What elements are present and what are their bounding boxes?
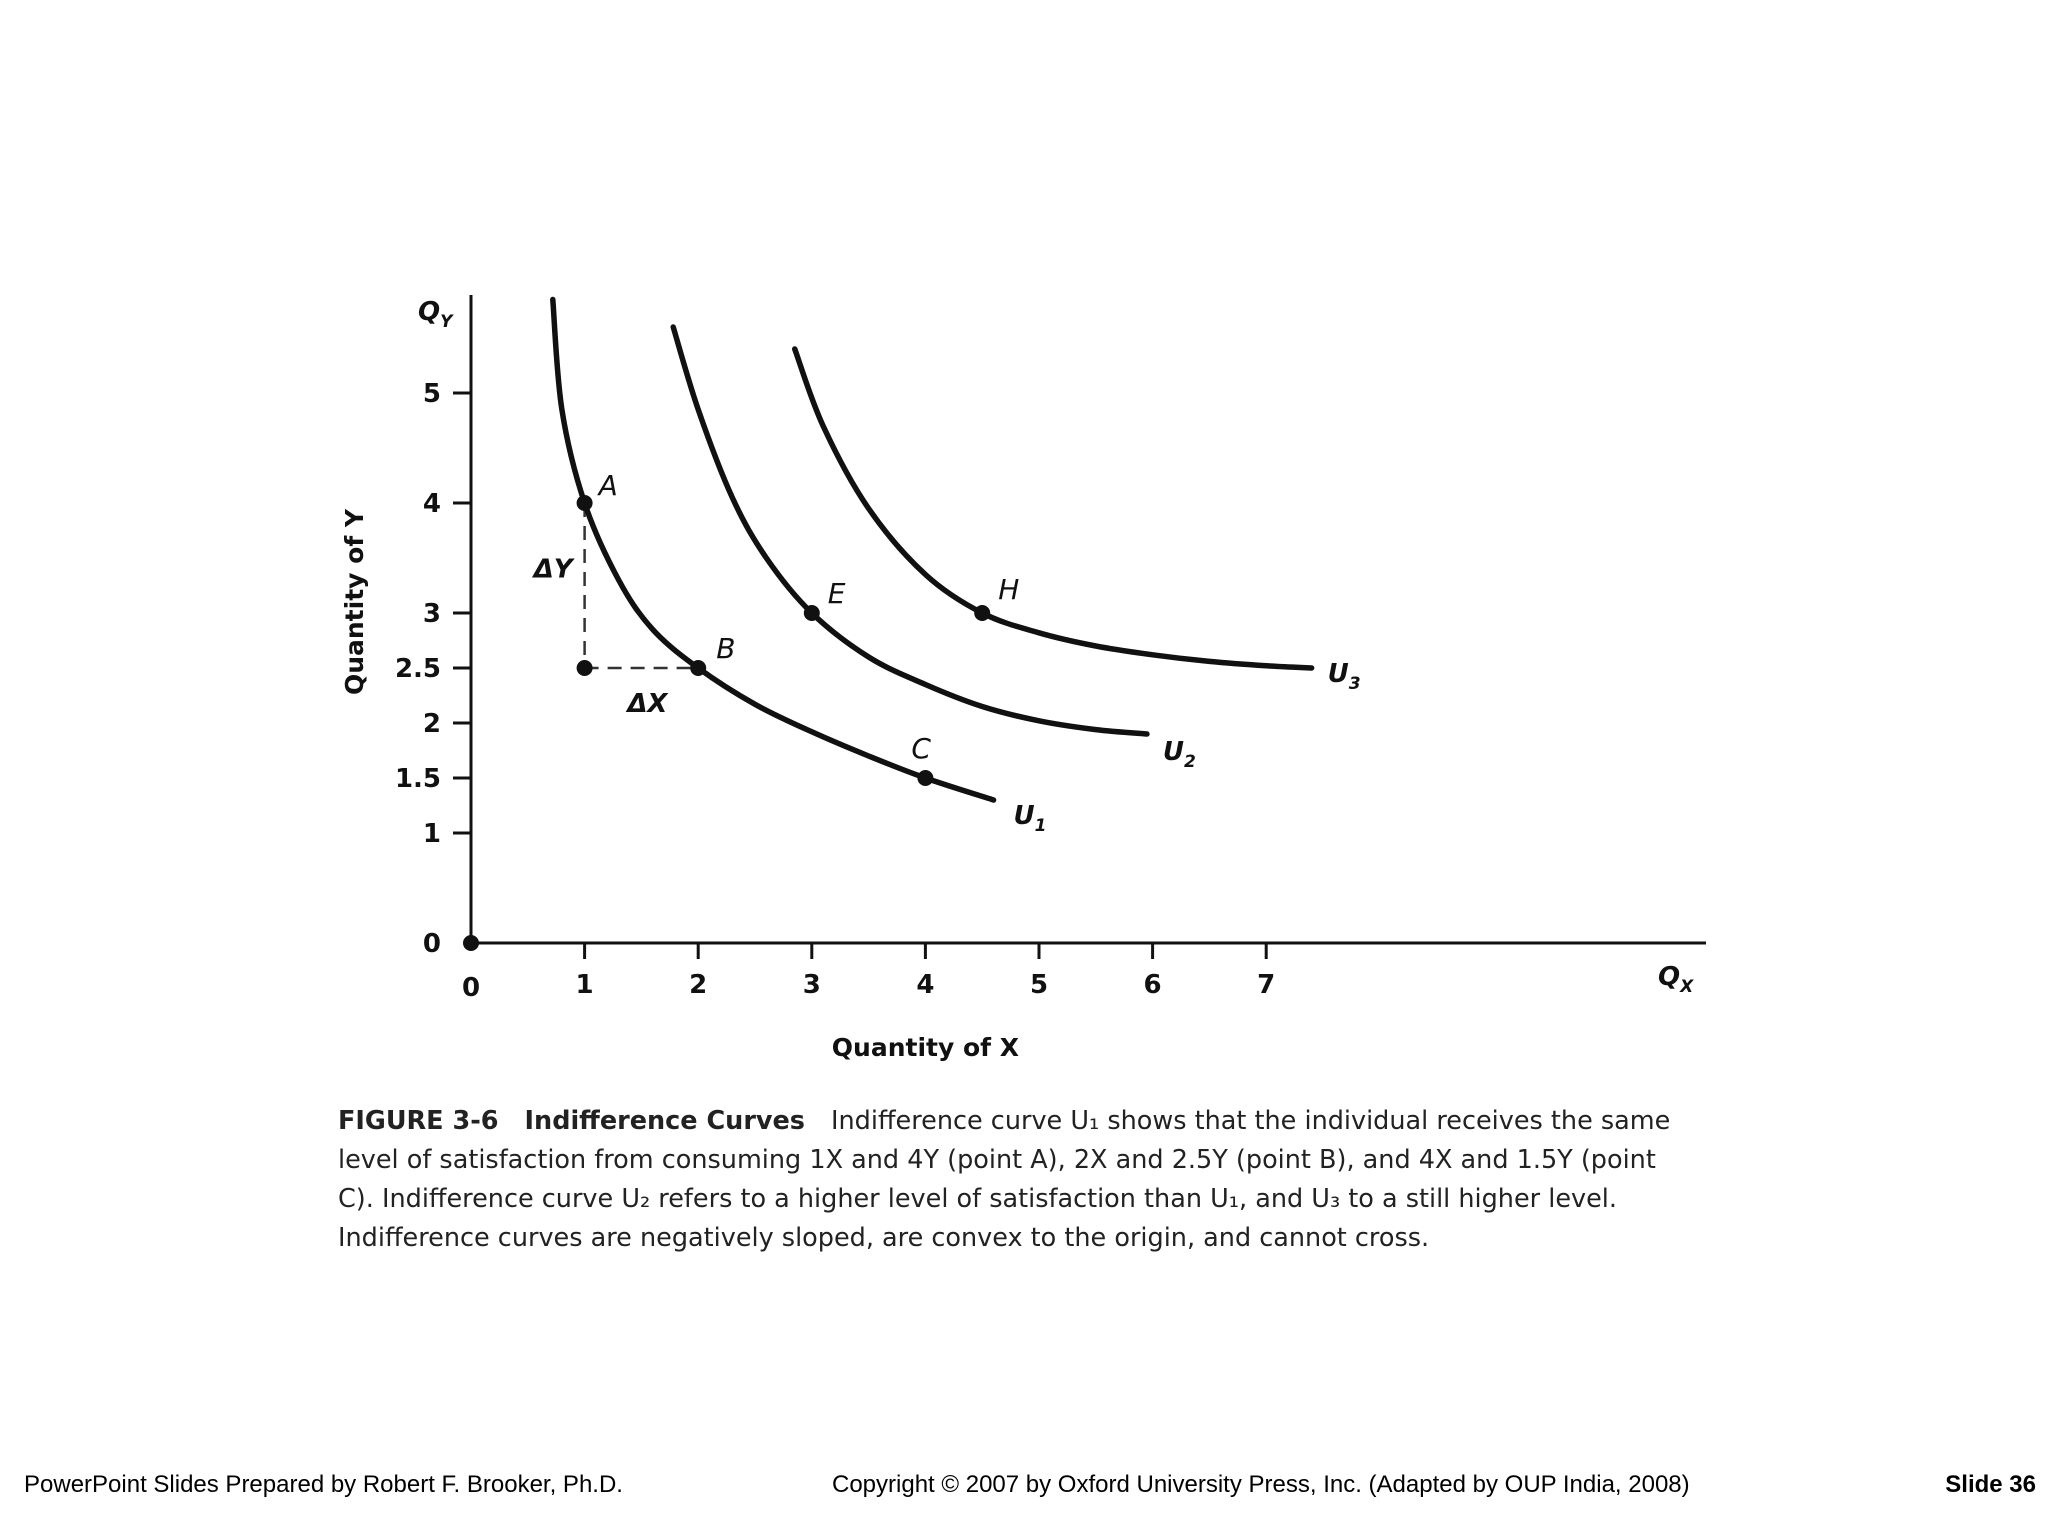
figure-title: Indifference Curves: [524, 1106, 805, 1136]
curve-label-u3: $U_3$: [1327, 659, 1361, 694]
point-marker: [463, 935, 479, 951]
point-label-e: E: [827, 577, 846, 610]
indifference-curve-u2: [673, 327, 1147, 734]
point-c: [917, 770, 933, 786]
figure-caption-text: Indifference curve U₁ shows that the individual receives the same level of satisfaction from consuming 1X and 4Y (point A), 2X and 2.5Y (point B), and 4X and 1.5Y (point C). Indifference curve U₂ refers to a higher level of satisfaction than U₁, and U₃ to a still higher level. Indifference curves are negatively sloped, are convex to the origin, and cannot cross.: [338, 1106, 1671, 1253]
x-tick-label: 7: [1257, 970, 1276, 1000]
footer-copyright: Copyright © 2007 by Oxford University Press, Inc. (Adapted by OUP India, 2008): [832, 1471, 1690, 1498]
curve-label-u2: $U_2$: [1162, 737, 1196, 772]
x-tick-label: 2: [689, 970, 708, 1000]
point-e: [804, 605, 820, 621]
y-tick-label: 1.5: [394, 764, 441, 794]
delta-y-label: ΔY: [533, 554, 573, 585]
point-label-c: C: [911, 732, 931, 765]
point-b: [690, 660, 706, 676]
footer-slide-number: Slide 36: [1945, 1471, 2036, 1498]
x-tick-label: 0: [461, 973, 481, 1003]
y-tick-label: 5: [422, 379, 441, 409]
point-marker: [577, 660, 593, 676]
y-axis-title: Quantity of Y: [340, 508, 369, 696]
x-tick-label: 3: [802, 970, 821, 1000]
y-tick-label: 4: [422, 489, 441, 519]
point-label-h: H: [998, 573, 1020, 606]
curve-label-u1: $U_1$: [1013, 801, 1047, 836]
y-tick-label: 2.5: [394, 654, 441, 684]
point-h: [974, 605, 990, 621]
footer-author: PowerPoint Slides Prepared by Robert F. Brooker, Ph.D.: [24, 1471, 623, 1498]
y-axis-symbol: $Q_Y$: [418, 297, 453, 332]
x-tick-label: 4: [916, 970, 935, 1000]
point-a: [577, 495, 593, 511]
y-tick-label: 1: [422, 819, 441, 849]
point-label-b: B: [716, 632, 736, 665]
figure-caption: [338, 1102, 1698, 1258]
y-tick-label: 0: [422, 929, 441, 959]
y-tick-label: 2: [422, 709, 441, 739]
indifference-curve-u1: [553, 300, 994, 801]
x-tick-label: 1: [575, 970, 594, 1000]
figure-number: FIGURE 3-6: [338, 1106, 499, 1136]
x-axis-title: Quantity of X: [831, 1033, 1020, 1062]
x-tick-label: 5: [1029, 970, 1049, 1000]
point-label-a: A: [598, 469, 618, 502]
y-tick-label: 3: [422, 599, 441, 629]
x-axis-symbol: $Q_X$: [1658, 962, 1694, 997]
indifference-curve-u3: [795, 349, 1312, 668]
x-tick-label: 6: [1143, 970, 1162, 1000]
delta-x-label: ΔX: [627, 689, 668, 719]
